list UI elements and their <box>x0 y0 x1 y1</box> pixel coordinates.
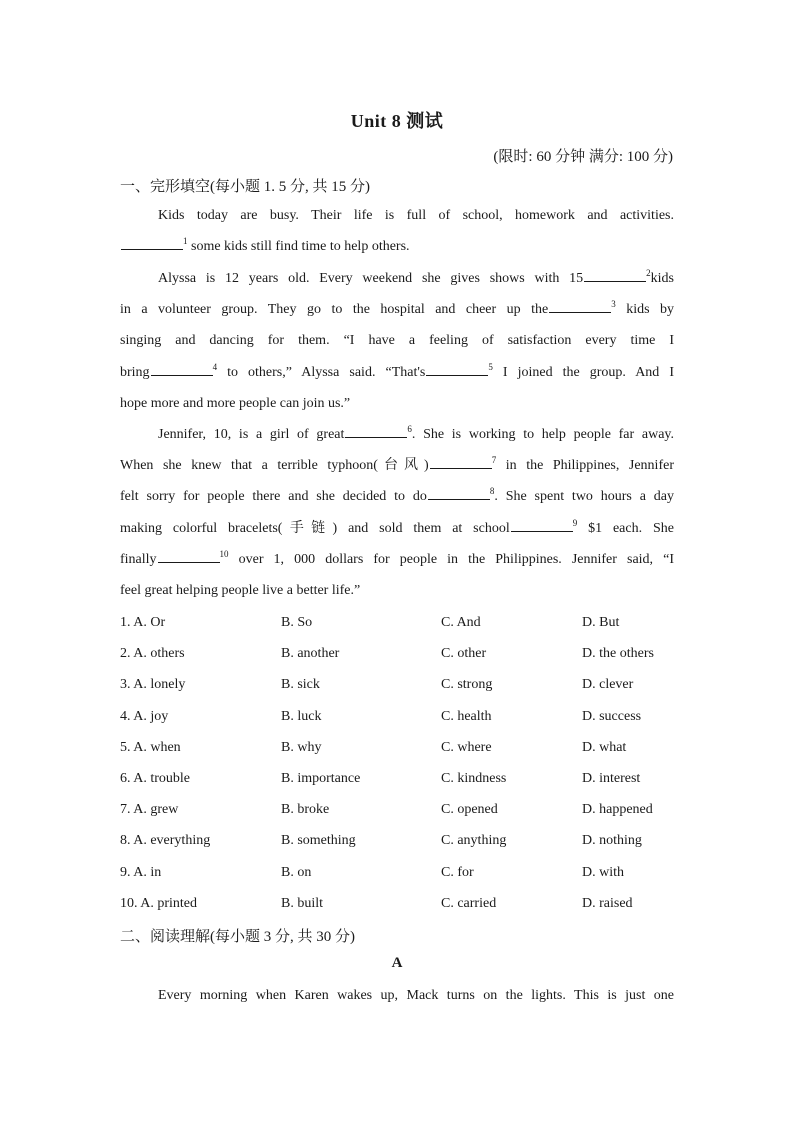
text-line <box>120 231 674 262</box>
option-a: 5. A. when <box>120 739 181 755</box>
blank-number: 2 <box>646 268 651 278</box>
text-line <box>120 388 674 419</box>
text-segment: kids <box>650 271 674 286</box>
text-segment: . She spent two hours a day <box>494 489 674 505</box>
option-c: C. other <box>441 646 487 662</box>
text-segment: felt sorry for people there and she decided to do <box>120 489 427 505</box>
option-d: D. But <box>582 615 620 630</box>
option-b: B. why <box>281 739 322 755</box>
text-line <box>120 325 674 356</box>
option-a: 3. A. lonely <box>120 677 186 693</box>
option-d: D. happened <box>582 802 653 818</box>
option-c: C. opened <box>441 802 498 818</box>
text-line <box>120 294 674 325</box>
option-d: D. with <box>582 864 624 880</box>
answer-blank <box>151 361 213 376</box>
option-d: D. nothing <box>582 833 642 849</box>
text-segment: Jennifer, 10, is a girl of great <box>158 427 345 442</box>
cloze-paragraph-1 <box>120 200 674 262</box>
option-a: 7. A. grew <box>120 802 179 818</box>
answer-blank <box>428 485 490 500</box>
option-c: C. kindness <box>441 770 507 786</box>
option-c: C. where <box>441 739 492 755</box>
text-segment: over 1, 000 dollars for people in the Philippines. Jennifer said, “I <box>228 551 674 567</box>
option-b: B. on <box>281 864 312 880</box>
answer-blank <box>584 267 646 282</box>
passage-a-title: A <box>391 955 403 971</box>
option-c: C. anything <box>441 833 507 849</box>
text-segment: in the Philippines, Jennifer <box>496 458 674 474</box>
cloze-options <box>120 607 680 919</box>
text-segment: $1 each. She <box>577 520 674 536</box>
option-b: B. broke <box>281 802 330 818</box>
option-b: B. luck <box>281 708 322 724</box>
option-row <box>120 638 680 669</box>
text-segment: to others,” Alyssa said. “That's <box>217 364 426 380</box>
time-limit: (限时: 60 分钟 满分: 100 分) <box>493 149 673 165</box>
blank-number: 7 <box>491 455 497 466</box>
cloze-paragraph-3 <box>120 419 674 606</box>
text-line <box>120 513 674 544</box>
text-segment: Alyssa is 12 years old. Every weekend she gives shows with 15 <box>158 271 584 286</box>
option-c: C. for <box>441 864 474 880</box>
text-line <box>120 200 674 231</box>
option-d: D. clever <box>582 677 634 693</box>
blank-number: 4 <box>212 361 218 372</box>
option-d: D. raised <box>582 895 633 911</box>
blank-number: 5 <box>488 361 493 372</box>
answer-blank <box>345 423 407 438</box>
answer-blank <box>430 454 492 469</box>
text-line <box>120 575 674 606</box>
option-b: B. sick <box>281 677 320 693</box>
text-segment: Kids today are busy. Their life is full of school, homework and activities. <box>158 208 674 223</box>
option-c: C. carried <box>441 895 497 911</box>
text-segment: making colorful bracelets(手链) and sold them at school <box>120 520 510 536</box>
option-row <box>120 888 680 919</box>
text-line: Every morning when Karen wakes up, Mack turns on the lights. This is just one <box>158 988 674 1003</box>
option-row <box>120 669 680 700</box>
option-a: 8. A. everything <box>120 833 211 849</box>
text-line <box>120 544 674 575</box>
reading-paragraph-a <box>120 980 674 1011</box>
text-segment: singing and dancing for them. “I have a feeling of satisfaction every time I <box>120 333 674 349</box>
text-line <box>120 481 674 512</box>
section1-heading: 一、完形填空(每小题 1. 5 分, 共 15 分) <box>120 179 370 195</box>
option-row <box>120 763 680 794</box>
option-row <box>120 732 680 763</box>
option-d: D. interest <box>582 770 641 786</box>
text-segment: in a volunteer group. They go to the hospital and cheer up the <box>120 302 549 318</box>
option-row <box>120 794 680 825</box>
blank-number: 3 <box>611 299 616 310</box>
text-segment: kids by <box>615 302 674 318</box>
option-b: B. built <box>281 895 324 911</box>
option-a: 2. A. others <box>120 646 185 662</box>
answer-blank <box>158 548 220 563</box>
answer-blank <box>511 517 573 532</box>
text-segment: feel great helping people live a better life.” <box>120 582 361 598</box>
option-a: 9. A. in <box>120 864 162 880</box>
option-b: B. So <box>281 615 313 630</box>
blank-number: 9 <box>572 517 578 528</box>
option-b: B. importance <box>281 770 361 786</box>
text-segment: hope more and more people can join us.” <box>120 395 351 411</box>
answer-blank <box>426 361 488 376</box>
option-d: D. success <box>582 708 642 724</box>
option-c: C. health <box>441 708 492 724</box>
answer-blank <box>549 298 611 313</box>
text-segment: I joined the group. And I <box>492 364 675 380</box>
option-row <box>120 701 680 732</box>
text-segment: bring <box>120 364 150 380</box>
option-a: 1. A. Or <box>120 615 166 630</box>
text-segment: When she knew that a terrible typhoon(台风) <box>120 458 429 474</box>
option-a: 4. A. joy <box>120 708 169 724</box>
page-title: Unit 8 测试 <box>350 111 444 131</box>
option-a: 6. A. trouble <box>120 770 190 786</box>
option-d: D. the others <box>582 646 654 662</box>
option-c: C. And <box>441 615 481 630</box>
text-segment: . She is working to help people far away. <box>411 427 674 442</box>
blank-number: 10 <box>219 548 229 559</box>
option-c: C. strong <box>441 677 493 693</box>
blank-number: 6 <box>407 424 412 434</box>
text-line <box>120 419 674 450</box>
text-line <box>120 263 674 294</box>
blank-number: 1 <box>183 236 188 247</box>
option-row <box>120 857 680 888</box>
option-b: B. another <box>281 646 340 662</box>
section2-heading: 二、阅读理解(每小题 3 分, 共 30 分) <box>120 929 355 945</box>
option-row <box>120 607 680 638</box>
cloze-paragraph-2 <box>120 263 674 419</box>
option-row <box>120 825 680 856</box>
text-segment: finally <box>120 551 157 567</box>
text-segment: some kids still find time to help others. <box>187 239 410 255</box>
text-line <box>120 450 674 481</box>
blank-number: 8 <box>489 486 495 497</box>
text-line <box>120 357 674 388</box>
answer-blank <box>121 235 183 250</box>
option-b: B. something <box>281 833 356 849</box>
option-a: 10. A. printed <box>120 895 197 911</box>
option-d: D. what <box>582 739 627 755</box>
